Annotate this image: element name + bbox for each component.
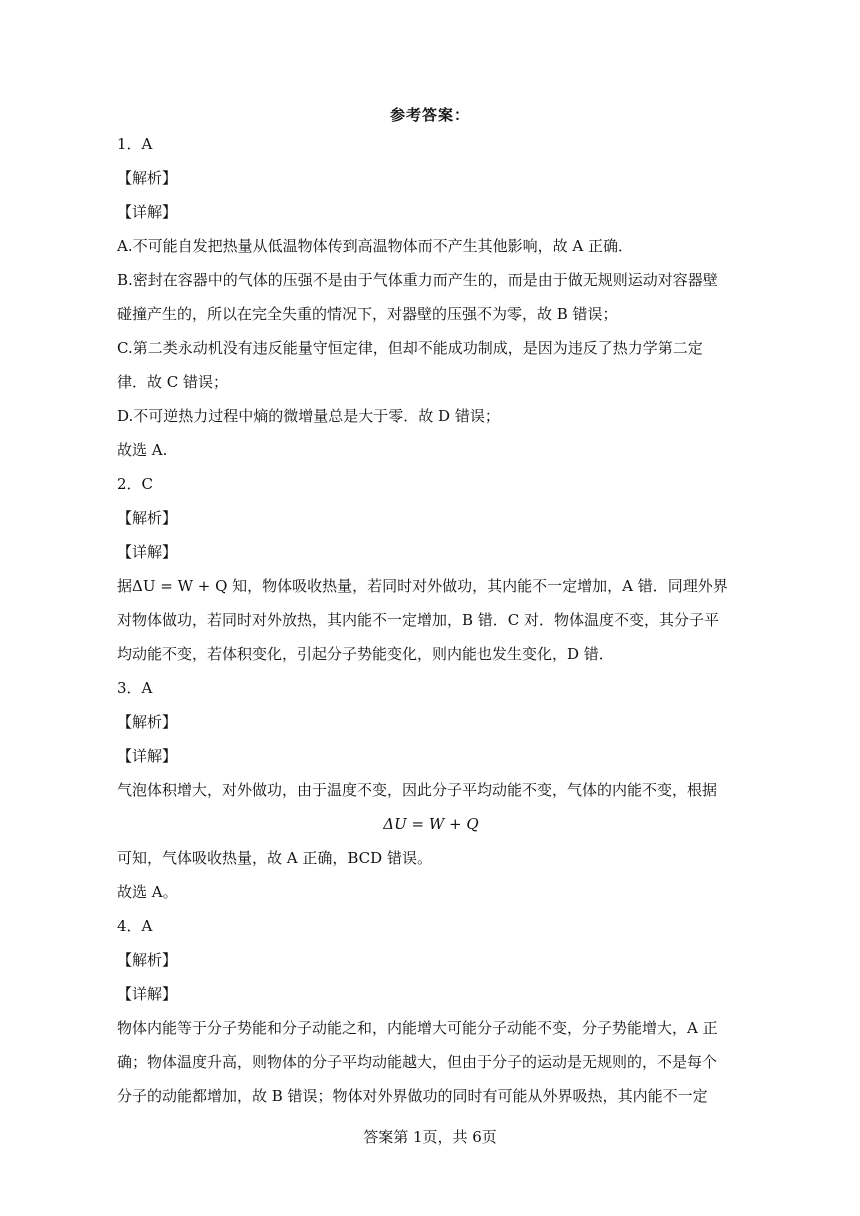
answer-number: 4．A bbox=[117, 917, 153, 935]
text-line: 故选 A。 bbox=[117, 883, 178, 901]
text-line: C.第二类永动机没有违反能量守恒定律，但却不能成功制成，是因为违反了热力学第二定 bbox=[117, 339, 703, 357]
text-line: 气泡体积增大，对外做功，由于温度不变，因此分子平均动能不变，气体的内能不变，根据 bbox=[117, 781, 718, 799]
text-line: 物体内能等于分子势能和分子动能之和，内能增大可能分子动能不变，分子势能增大，A 正 bbox=[117, 1019, 718, 1037]
text-line: 均动能不变，若体积变化，引起分子势能变化，则内能也发生变化，D 错． bbox=[117, 645, 614, 663]
text-line: 确；物体温度升高，则物体的分子平均动能越大，但由于分子的运动是无规则的，不是每个 bbox=[117, 1053, 718, 1071]
section-label-detail: 【详解】 bbox=[117, 985, 178, 1003]
answer-number: 2．C bbox=[117, 475, 154, 493]
answer-number: 3．A bbox=[117, 679, 153, 697]
text-line: 碰撞产生的，所以在完全失重的情况下，对器壁的压强不为零，故 B 错误； bbox=[117, 305, 618, 323]
section-label-analysis: 【解析】 bbox=[117, 169, 178, 187]
text-line: 可知，气体吸收热量，故 A 正确，BCD 错误。 bbox=[117, 849, 432, 867]
section-label-analysis: 【解析】 bbox=[117, 951, 178, 969]
section-label-detail: 【详解】 bbox=[117, 203, 178, 221]
answer-number: 1．A bbox=[117, 135, 153, 153]
text-line: 据ΔU = W + Q 知，物体吸收热量，若同时对外做功，其内能不一定增加，A 错．同理外界 bbox=[117, 577, 728, 595]
page-title: 参考答案： bbox=[389, 106, 470, 124]
text-line: 对物体做功，若同时对外放热，其内能不一定增加，B 错．C 对．物体温度不变，其分子平 bbox=[117, 611, 720, 629]
text-line: B.密封在容器中的气体的压强不是由于气体重力而产生的，而是由于做无规则运动对容器壁 bbox=[117, 271, 718, 289]
text-line: 分子的动能都增加，故 B 错误；物体对外界做功的同时有可能从外界吸热，其内能不一定 bbox=[117, 1087, 708, 1105]
text-line: A.不可能自发把热量从低温物体传到高温物体而不产生其他影响，故 A 正确． bbox=[117, 237, 633, 255]
text-line: 律．故 C 错误； bbox=[117, 373, 229, 391]
page-footer: 答案第 1页，共 6页 bbox=[363, 1128, 497, 1146]
section-label-analysis: 【解析】 bbox=[117, 509, 178, 527]
formula: ΔU = W + Q bbox=[383, 815, 479, 833]
section-label-analysis: 【解析】 bbox=[117, 713, 178, 731]
section-label-detail: 【详解】 bbox=[117, 543, 178, 561]
section-label-detail: 【详解】 bbox=[117, 747, 178, 765]
text-line: D.不可逆热力过程中熵的微增量总是大于零．故 D 错误； bbox=[117, 407, 500, 425]
text-line: 故选 A. bbox=[117, 441, 168, 459]
